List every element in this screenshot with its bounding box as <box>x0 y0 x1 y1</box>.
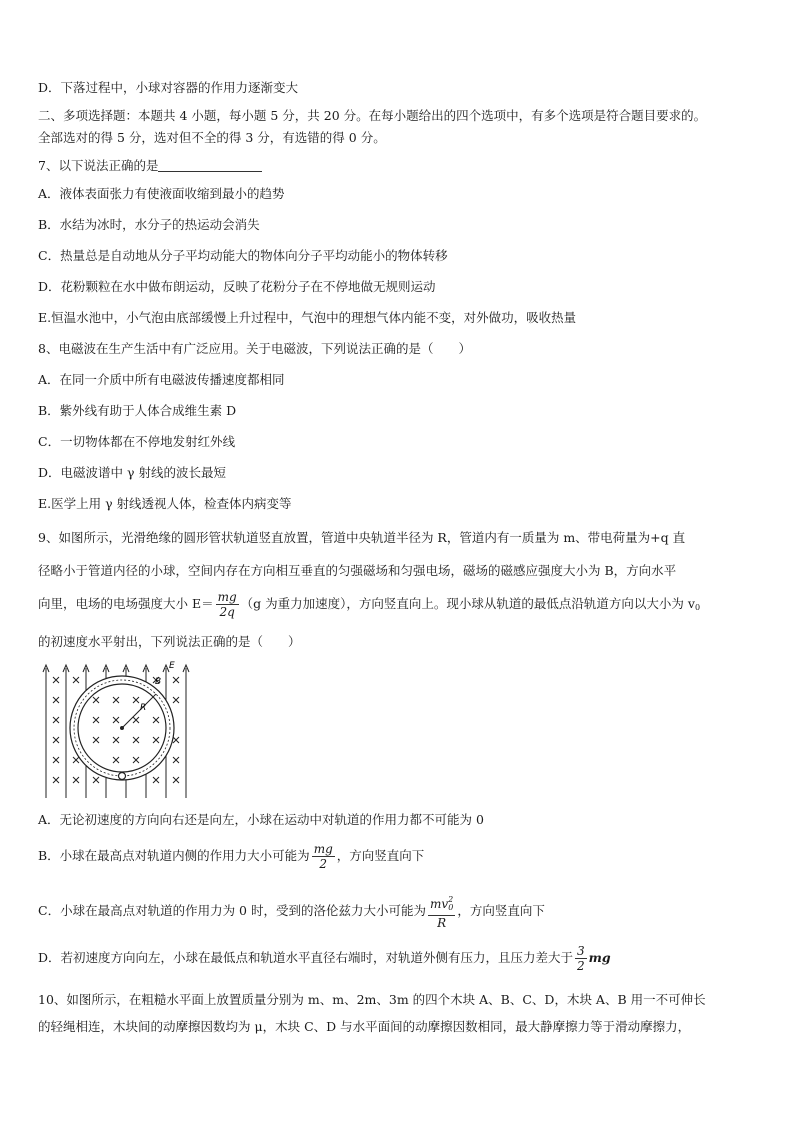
fraction-3-over-2 <box>575 944 587 973</box>
q10-stem-2: 的轻绳相连，木块间的动摩擦因数均为 μ，木块 C、D 与水平面间的动摩擦因数相同，最大静摩擦力等于滑动摩擦力， <box>38 1019 691 1034</box>
label-e: E <box>169 661 175 671</box>
q7-option-e: E.恒温水池中，小气泡由底部缓慢上升过程中，气泡中的理想气体内能不变，对外做功，吸收热量 <box>38 310 577 325</box>
subscript: 0 <box>448 903 454 912</box>
q9-option-d-post: mg <box>588 950 611 965</box>
fraction-denominator: 2q <box>219 605 235 619</box>
cross-mark <box>93 777 99 783</box>
q9-stem-3-post: （g 为重力加速度），方向竖直向上。现小球从轨道的最低点沿轨道方向以大小为 v <box>240 596 695 611</box>
num-base: mv <box>429 897 449 911</box>
cross-mark <box>53 777 59 783</box>
section2-instructions-1: 二、多项选择题：本题共 4 小题，每小题 5 分，共 20 分。在每小题给出的四个选项中，有多个选项是符合题目要求的。 <box>38 108 707 123</box>
q7-text: 7、以下说法正确的是 <box>38 158 159 173</box>
field-fraction <box>216 590 239 619</box>
fraction-numerator: mg <box>313 842 333 856</box>
q9-stem-2: 径略小于管道内径的小球，空间内存在方向相互垂直的匀强磁场和匀强电场，磁场的磁感应强度大小为 B，方向水平 <box>38 563 677 578</box>
fraction-mv0sq-over-r <box>428 893 455 930</box>
q9-option-c-pre: C．小球在最高点对轨道的作用力为 0 时，受到的洛伦兹力大小可能为 <box>38 903 426 918</box>
cross-mark <box>53 697 59 703</box>
q9-option-a: A．无论初速度的方向向右还是向左，小球在运动中对轨道的作用力都不可能为 0 <box>38 812 484 827</box>
q9-stem-4: 的初速度水平射出，下列说法正确的是（ ） <box>38 634 301 649</box>
q7-option-d: D．花粉颗粒在水中做布朗运动，反映了花粉分子在不停地做无规则运动 <box>38 279 436 294</box>
q9-stem-3-pre: 向里，电场的电场强度大小 E＝ <box>38 596 214 611</box>
cross-mark <box>173 677 179 683</box>
q7-option-c: C．热量总是自动地从分子平均动能大的物体向分子平均动能小的物体转移 <box>38 248 448 263</box>
cross-mark <box>153 777 159 783</box>
label-r: R <box>140 703 147 713</box>
q10-stem-1: 10、如图所示，在粗糙水平面上放置质量分别为 m、m、2m、3m 的四个木块 A、B、C、D，木块 A、B 用一不可伸长 <box>38 992 706 1007</box>
q7-option-b: B．水结为冰时，水分子的热运动会消失 <box>38 217 260 232</box>
center-dot <box>120 726 124 730</box>
cross-mark <box>173 757 179 763</box>
section2-instructions-2: 全部选对的得 5 分，选对但不全的得 3 分，有选错的得 0 分。 <box>38 130 386 145</box>
cross-mark <box>173 697 179 703</box>
fraction-denominator: 2 <box>577 959 585 973</box>
q9-figure <box>36 660 202 800</box>
fraction-numerator: mg <box>217 590 237 604</box>
q7-stem <box>38 158 262 174</box>
q9-option-d-pre: D．若初速度方向向左，小球在最低点和轨道水平直径右端时，对轨道外侧有压力，且压力差大于 <box>38 950 574 965</box>
q8-stem: 8、电磁波在生产生活中有广泛应用。关于电磁波，下列说法正确的是（ ） <box>38 341 471 356</box>
q9-option-b-post: ，方向竖直向下 <box>336 848 425 863</box>
fraction-denominator: R <box>437 916 447 930</box>
subscript: 0 <box>694 603 701 612</box>
cross-mark <box>73 677 79 683</box>
q6-option-d: D．下落过程中，小球对容器的作用力逐渐变大 <box>38 80 299 95</box>
q7-option-a: A．液体表面张力有使液面收缩到最小的趋势 <box>38 186 285 201</box>
cross-mark <box>173 777 179 783</box>
q9-option-b-pre: B．小球在最高点对轨道内侧的作用力大小可能为 <box>38 848 310 863</box>
q8-option-a: A．在同一介质中所有电磁波传播速度都相同 <box>38 372 285 387</box>
ball <box>119 773 126 780</box>
cross-mark <box>53 717 59 723</box>
cross-mark <box>53 737 59 743</box>
fraction-mg-over-2 <box>312 842 335 871</box>
q8-option-e: E.医学上用 γ 射线透视人体，检查体内病变等 <box>38 496 292 511</box>
label-b: B <box>155 677 162 687</box>
q9-stem-3 <box>38 590 700 619</box>
q8-option-b: B．紫外线有助于人体合成维生素 D <box>38 403 237 418</box>
q9-option-c <box>38 893 545 930</box>
fraction-denominator: 2 <box>319 857 328 871</box>
answer-blank <box>158 159 262 172</box>
q9-option-c-post: ，方向竖直向下 <box>457 903 545 918</box>
q9-option-b <box>38 842 424 871</box>
cross-mark <box>53 677 59 683</box>
q9-option-d <box>38 944 611 973</box>
cross-mark <box>73 777 79 783</box>
q8-option-d: D．电磁波谱中 γ 射线的波长最短 <box>38 465 226 480</box>
cross-mark <box>173 737 179 743</box>
superscript: 2 <box>448 895 454 904</box>
fraction-numerator <box>428 893 455 916</box>
fraction-numerator: 3 <box>577 944 585 958</box>
q8-option-c: C．一切物体都在不停地发射红外线 <box>38 434 236 449</box>
cross-mark <box>53 757 59 763</box>
cross-mark <box>73 757 79 763</box>
q9-stem-1: 9、如图所示，光滑绝缘的圆形管状轨道竖直放置，管道中央轨道半径为 R，管道内有一质量为 m、带电荷量为+q 直 <box>38 530 686 545</box>
